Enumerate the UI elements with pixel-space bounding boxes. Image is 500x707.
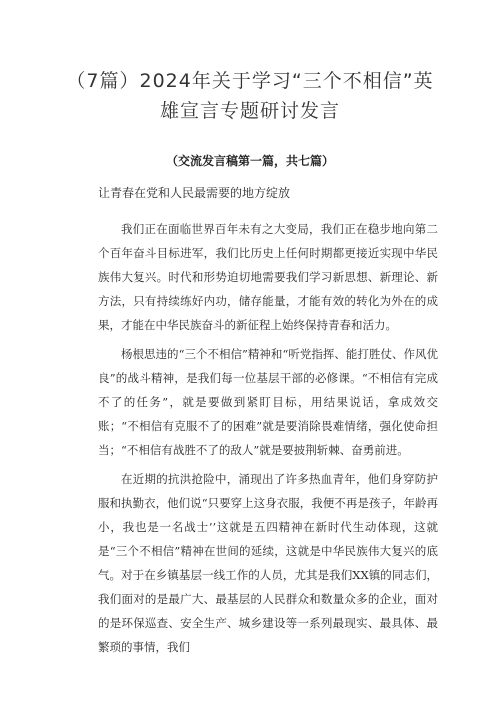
title-line-1: （7篇）2024年关于学习“三个不相信”英 (66, 70, 434, 92)
title-line-2: 雄宣言专题研讨发言 (159, 100, 340, 122)
document-title (60, 66, 440, 126)
lead-heading: 让青春在党和人民最需要的地方绽放 (98, 186, 291, 200)
paragraph-3: 在近期的抗洪抢险中，涌现出了许多热血青年，他们身穿防护服和执勤衣，他们说“只要穿上这身衣服，我便不再是孩子，年龄再小，我也是一名战士’’这就是五四精神在新时代生动体现，这就是“三个不相信”精神在世间的延续，这就是中华民族伟大复兴的底气。对于在乡镇基层一线工作的人员，尤其是我们XX镇的同志们，我们面对的是最广大、最基层的人民群众和数量众多的企业，面对的是环保巡查、安全生产、城乡建设等一系列最现实、最具体、最繁琐的事情，我们 (98, 472, 438, 654)
paragraph-1: 我们正在面临世界百年未有之大变局，我们正在稳步地向第二个百年奋斗目标进军，我们比历史上任何时期都更接近实现中华民族伟大复兴。时代和形势迫切地需要我们学习新思想、新理论、新方法，只有持续练好内功，储存能量，才能有效的转化为外在的成果，才能在中华民族奋斗的新征程上始终保持青春和活力。 (98, 222, 438, 332)
document-subtitle: （交流发言稿第一篇，共七篇） (165, 154, 334, 168)
paragraph-2: 杨根思违的“三个不相信”精神和“听党指挥、能打胜仗、作风优良”的战斗精神，是我们每一位基层干部的必修课。“不相信有完成不了的任务”，就是要做到紧盯目标，用结果说话，拿成效交账；“不相信有克服不了的困难”就是要消除畏难情绪，强化使命担当；“不相信有战胜不了的敌人”就是要披荆斩棘、奋勇前进。 (98, 347, 438, 457)
